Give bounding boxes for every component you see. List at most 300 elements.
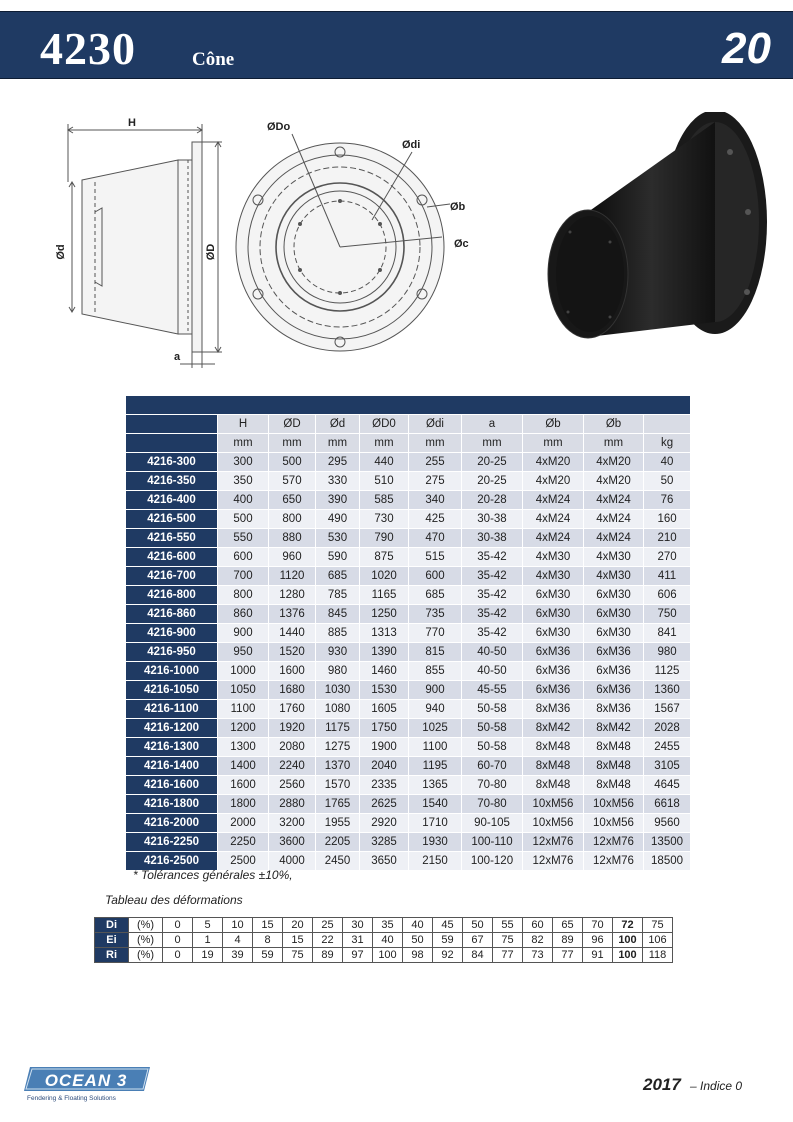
value-cell: 8xM42: [584, 719, 644, 738]
value-cell: 1540: [409, 795, 462, 814]
model-cell: 4216-1600: [126, 776, 218, 795]
deformation-value: 1: [193, 933, 223, 948]
value-cell: 6xM30: [523, 605, 584, 624]
value-cell: 20-25: [462, 453, 523, 472]
value-cell: 275: [409, 472, 462, 491]
value-cell: 1300: [218, 738, 269, 757]
value-cell: 50-58: [462, 719, 523, 738]
value-cell: 2000: [218, 814, 269, 833]
deformation-row: [95, 948, 673, 963]
value-cell: 1460: [360, 662, 409, 681]
column-header: H: [218, 415, 269, 434]
value-cell: 950: [218, 643, 269, 662]
value-cell: 650: [269, 491, 316, 510]
value-cell: 1275: [316, 738, 360, 757]
deformation-value: 19: [193, 948, 223, 963]
value-cell: 1765: [316, 795, 360, 814]
value-cell: 885: [316, 624, 360, 643]
model-cell: 4216-300: [126, 453, 218, 472]
column-header: a: [462, 415, 523, 434]
table-row: [126, 681, 691, 700]
deformation-value: 50: [403, 933, 433, 948]
logo-subtitle: Fendering & Floating Solutions: [27, 1095, 116, 1102]
value-cell: 2150: [409, 852, 462, 871]
value-cell: 875: [360, 548, 409, 567]
value-cell: 960: [269, 548, 316, 567]
value-cell: 9560: [644, 814, 691, 833]
value-cell: 4xM24: [584, 529, 644, 548]
deformation-value: 65: [553, 918, 583, 933]
value-cell: 3200: [269, 814, 316, 833]
value-cell: 50-58: [462, 700, 523, 719]
tolerance-note: * Tolérances générales ±10%,: [133, 868, 293, 882]
value-cell: 12xM76: [523, 852, 584, 871]
column-header: ØD0: [360, 415, 409, 434]
table-row: [126, 567, 691, 586]
value-cell: 1530: [360, 681, 409, 700]
table-row: [126, 453, 691, 472]
table-row: [126, 662, 691, 681]
value-cell: 76: [644, 491, 691, 510]
deformation-value: 20: [283, 918, 313, 933]
deformation-value: 0: [163, 948, 193, 963]
value-cell: 1200: [218, 719, 269, 738]
value-cell: 2028: [644, 719, 691, 738]
deformation-value: 73: [523, 948, 553, 963]
value-cell: 600: [409, 567, 462, 586]
value-cell: 685: [316, 567, 360, 586]
column-unit: kg: [644, 434, 691, 453]
value-cell: 6xM30: [523, 586, 584, 605]
value-cell: 8xM48: [523, 776, 584, 795]
value-cell: 515: [409, 548, 462, 567]
value-cell: 440: [360, 453, 409, 472]
value-cell: 4xM24: [584, 491, 644, 510]
value-cell: 6xM36: [584, 681, 644, 700]
value-cell: 1680: [269, 681, 316, 700]
deformation-row: [95, 918, 673, 933]
value-cell: 1365: [409, 776, 462, 795]
value-cell: 845: [316, 605, 360, 624]
deformation-value: 97: [343, 948, 373, 963]
column-header: Ød: [316, 415, 360, 434]
model-cell: 4216-860: [126, 605, 218, 624]
value-cell: 35-42: [462, 605, 523, 624]
deformation-label: Di: [95, 918, 129, 933]
table-row: [126, 624, 691, 643]
value-cell: 1920: [269, 719, 316, 738]
value-cell: 1370: [316, 757, 360, 776]
value-cell: 4000: [269, 852, 316, 871]
table-row: [126, 700, 691, 719]
column-header: Ødi: [409, 415, 462, 434]
column-unit: mm: [409, 434, 462, 453]
value-cell: 1600: [218, 776, 269, 795]
value-cell: 1600: [269, 662, 316, 681]
front-view-drawing: [232, 112, 482, 362]
value-cell: 530: [316, 529, 360, 548]
label-c: Øc: [454, 238, 469, 250]
value-cell: 2920: [360, 814, 409, 833]
value-cell: 30-38: [462, 529, 523, 548]
value-cell: 4xM30: [523, 567, 584, 586]
deformation-value: 22: [313, 933, 343, 948]
value-cell: 12xM76: [584, 852, 644, 871]
value-cell: 1025: [409, 719, 462, 738]
column-unit: mm: [523, 434, 584, 453]
value-cell: 100-120: [462, 852, 523, 871]
table-row: [126, 605, 691, 624]
deformation-label: Ri: [95, 948, 129, 963]
value-cell: 2450: [316, 852, 360, 871]
value-cell: 930: [316, 643, 360, 662]
table-row: [126, 586, 691, 605]
column-header: Øb: [523, 415, 584, 434]
value-cell: 1605: [360, 700, 409, 719]
deformation-value: 10: [223, 918, 253, 933]
value-cell: 35-42: [462, 624, 523, 643]
deformation-row: [95, 933, 673, 948]
model-cell: 4216-350: [126, 472, 218, 491]
table-row: [126, 795, 691, 814]
value-cell: 940: [409, 700, 462, 719]
value-cell: 6618: [644, 795, 691, 814]
value-cell: 770: [409, 624, 462, 643]
deformation-value: 50: [463, 918, 493, 933]
value-cell: 1900: [360, 738, 409, 757]
value-cell: 10xM56: [523, 795, 584, 814]
value-cell: 800: [218, 586, 269, 605]
value-cell: 1570: [316, 776, 360, 795]
value-cell: 8xM48: [523, 738, 584, 757]
model-cell: 4216-1400: [126, 757, 218, 776]
model-cell: 4216-1200: [126, 719, 218, 738]
value-cell: 350: [218, 472, 269, 491]
value-cell: 70-80: [462, 795, 523, 814]
value-cell: 1120: [269, 567, 316, 586]
deformation-value: 84: [463, 948, 493, 963]
value-cell: 18500: [644, 852, 691, 871]
model-cell: 4216-700: [126, 567, 218, 586]
value-cell: 4xM20: [584, 453, 644, 472]
model-cell: 4216-1000: [126, 662, 218, 681]
value-cell: 2625: [360, 795, 409, 814]
value-cell: 6xM36: [523, 681, 584, 700]
table-title-bar: [126, 396, 691, 415]
value-cell: 1390: [360, 643, 409, 662]
value-cell: 30-38: [462, 510, 523, 529]
value-cell: 400: [218, 491, 269, 510]
value-cell: 10xM56: [584, 814, 644, 833]
value-cell: 785: [316, 586, 360, 605]
value-cell: 2880: [269, 795, 316, 814]
value-cell: 3105: [644, 757, 691, 776]
value-cell: 700: [218, 567, 269, 586]
value-cell: 4xM30: [584, 548, 644, 567]
value-cell: 35-42: [462, 548, 523, 567]
model-cell: 4216-2000: [126, 814, 218, 833]
value-cell: 2250: [218, 833, 269, 852]
model-cell: 4216-1050: [126, 681, 218, 700]
deformation-value: 5: [193, 918, 223, 933]
deformation-value: 75: [493, 933, 523, 948]
value-cell: 1710: [409, 814, 462, 833]
column-header: ØD: [269, 415, 316, 434]
deformation-value: 15: [283, 933, 313, 948]
value-cell: 1195: [409, 757, 462, 776]
deformation-value: 15: [253, 918, 283, 933]
deformation-value: 40: [373, 933, 403, 948]
deformation-value: 75: [283, 948, 313, 963]
model-cell: 4216-2250: [126, 833, 218, 852]
dimension-table: [125, 395, 691, 871]
table-row: [126, 776, 691, 795]
model-cell: 4216-900: [126, 624, 218, 643]
table-row: [126, 757, 691, 776]
value-cell: 20-28: [462, 491, 523, 510]
value-cell: 750: [644, 605, 691, 624]
value-cell: 900: [218, 624, 269, 643]
header-bar: [0, 11, 793, 79]
value-cell: 3650: [360, 852, 409, 871]
value-cell: 12xM76: [584, 833, 644, 852]
deformation-unit: (%): [129, 918, 163, 933]
value-cell: 1400: [218, 757, 269, 776]
value-cell: 6xM36: [584, 643, 644, 662]
value-cell: 730: [360, 510, 409, 529]
value-cell: 6xM30: [584, 624, 644, 643]
column-unit: mm: [218, 434, 269, 453]
table-row: [126, 643, 691, 662]
column-unit: mm: [584, 434, 644, 453]
deformation-unit: (%): [129, 933, 163, 948]
deformation-value: 118: [643, 948, 673, 963]
value-cell: 60-70: [462, 757, 523, 776]
table-row: [126, 719, 691, 738]
column-header: [644, 415, 691, 434]
deformation-value: 0: [163, 918, 193, 933]
value-cell: 1020: [360, 567, 409, 586]
value-cell: 210: [644, 529, 691, 548]
value-cell: 6xM30: [584, 586, 644, 605]
value-cell: 35-42: [462, 567, 523, 586]
deformation-value: 72: [613, 918, 643, 933]
value-cell: 411: [644, 567, 691, 586]
value-cell: 255: [409, 453, 462, 472]
deformation-value: 4: [223, 933, 253, 948]
value-cell: 2205: [316, 833, 360, 852]
deformation-value: 45: [433, 918, 463, 933]
table-row: [126, 814, 691, 833]
value-cell: 8xM48: [523, 757, 584, 776]
value-cell: 6xM36: [523, 662, 584, 681]
value-cell: 1800: [218, 795, 269, 814]
deformation-value: 98: [403, 948, 433, 963]
table-units-row: [126, 434, 691, 453]
value-cell: 8xM48: [584, 776, 644, 795]
deformation-value: 89: [313, 948, 343, 963]
deformation-value: 106: [643, 933, 673, 948]
product-name: Cône: [192, 49, 235, 70]
model-cell: 4216-2500: [126, 852, 218, 871]
value-cell: 8xM48: [584, 738, 644, 757]
deformation-value: 100: [613, 948, 643, 963]
model-cell: 4216-600: [126, 548, 218, 567]
deformation-value: 100: [373, 948, 403, 963]
deformation-value: 91: [583, 948, 613, 963]
model-cell: 4216-1100: [126, 700, 218, 719]
deformation-value: 75: [643, 918, 673, 933]
deformation-value: 77: [493, 948, 523, 963]
table-header-row: [126, 415, 691, 434]
value-cell: 500: [269, 453, 316, 472]
value-cell: 980: [644, 643, 691, 662]
value-cell: 270: [644, 548, 691, 567]
value-cell: 1175: [316, 719, 360, 738]
value-cell: 295: [316, 453, 360, 472]
value-cell: 40-50: [462, 643, 523, 662]
value-cell: 1313: [360, 624, 409, 643]
value-cell: 1376: [269, 605, 316, 624]
value-cell: 2335: [360, 776, 409, 795]
deformation-value: 82: [523, 933, 553, 948]
deformation-value: 59: [433, 933, 463, 948]
model-cell: 4216-500: [126, 510, 218, 529]
value-cell: 841: [644, 624, 691, 643]
model-cell: 4216-950: [126, 643, 218, 662]
column-unit: mm: [316, 434, 360, 453]
value-cell: 800: [269, 510, 316, 529]
deformation-value: 8: [253, 933, 283, 948]
value-cell: 606: [644, 586, 691, 605]
column-unit: mm: [269, 434, 316, 453]
deformation-value: 77: [553, 948, 583, 963]
value-cell: 4xM20: [584, 472, 644, 491]
deformation-value: 70: [583, 918, 613, 933]
deformation-value: 55: [493, 918, 523, 933]
value-cell: 3600: [269, 833, 316, 852]
label-a: a: [174, 351, 181, 363]
deformation-value: 25: [313, 918, 343, 933]
value-cell: 13500: [644, 833, 691, 852]
value-cell: 1030: [316, 681, 360, 700]
value-cell: 490: [316, 510, 360, 529]
value-cell: 1930: [409, 833, 462, 852]
deformation-value: 92: [433, 948, 463, 963]
value-cell: 550: [218, 529, 269, 548]
deformation-value: 40: [403, 918, 433, 933]
value-cell: 8xM36: [584, 700, 644, 719]
value-cell: 4xM24: [523, 491, 584, 510]
value-cell: 590: [316, 548, 360, 567]
model-cell: 4216-800: [126, 586, 218, 605]
value-cell: 4xM24: [523, 510, 584, 529]
model-cell: 4216-1300: [126, 738, 218, 757]
table-row: [126, 491, 691, 510]
value-cell: 500: [218, 510, 269, 529]
column-unit: mm: [462, 434, 523, 453]
cone-3d-image: [540, 112, 780, 342]
value-cell: 10xM56: [584, 795, 644, 814]
deformation-value: 100: [613, 933, 643, 948]
value-cell: 1250: [360, 605, 409, 624]
value-cell: 425: [409, 510, 462, 529]
value-cell: 45-55: [462, 681, 523, 700]
value-cell: 100-110: [462, 833, 523, 852]
deformation-unit: (%): [129, 948, 163, 963]
value-cell: 1360: [644, 681, 691, 700]
value-cell: 40-50: [462, 662, 523, 681]
value-cell: 10xM56: [523, 814, 584, 833]
deformation-value: 67: [463, 933, 493, 948]
model-cell: 4216-550: [126, 529, 218, 548]
value-cell: 600: [218, 548, 269, 567]
value-cell: 50-58: [462, 738, 523, 757]
value-cell: 6xM36: [523, 643, 584, 662]
table-row: [126, 548, 691, 567]
footer-year: 2017: [643, 1075, 681, 1094]
value-cell: 4xM20: [523, 453, 584, 472]
deformation-value: 59: [253, 948, 283, 963]
label-b: Øb: [450, 201, 466, 213]
value-cell: 160: [644, 510, 691, 529]
value-cell: 1080: [316, 700, 360, 719]
page-number: 20: [722, 24, 771, 73]
value-cell: 510: [360, 472, 409, 491]
table-row: [126, 510, 691, 529]
value-cell: 1440: [269, 624, 316, 643]
value-cell: 815: [409, 643, 462, 662]
value-cell: 1000: [218, 662, 269, 681]
value-cell: 6xM30: [523, 624, 584, 643]
deformation-value: 60: [523, 918, 553, 933]
value-cell: 585: [360, 491, 409, 510]
footer-index: – Indice 0: [690, 1079, 743, 1093]
value-cell: 330: [316, 472, 360, 491]
deformation-table: [94, 917, 673, 963]
value-cell: 4xM30: [523, 548, 584, 567]
deformation-value: 39: [223, 948, 253, 963]
deformation-value: 89: [553, 933, 583, 948]
value-cell: 1750: [360, 719, 409, 738]
value-cell: 2040: [360, 757, 409, 776]
value-cell: 8xM42: [523, 719, 584, 738]
value-cell: 860: [218, 605, 269, 624]
value-cell: 40: [644, 453, 691, 472]
deformation-value: 31: [343, 933, 373, 948]
value-cell: 4xM24: [584, 510, 644, 529]
value-cell: 1955: [316, 814, 360, 833]
deformation-value: 35: [373, 918, 403, 933]
value-cell: 900: [409, 681, 462, 700]
value-cell: 980: [316, 662, 360, 681]
deformation-value: 0: [163, 933, 193, 948]
value-cell: 4xM20: [523, 472, 584, 491]
value-cell: 1050: [218, 681, 269, 700]
value-cell: 8xM36: [523, 700, 584, 719]
value-cell: 12xM76: [523, 833, 584, 852]
value-cell: 90-105: [462, 814, 523, 833]
value-cell: 1567: [644, 700, 691, 719]
deformation-value: 30: [343, 918, 373, 933]
value-cell: 3285: [360, 833, 409, 852]
column-header: Øb: [584, 415, 644, 434]
ocean3-logo: [22, 1065, 157, 1103]
value-cell: 8xM48: [584, 757, 644, 776]
value-cell: 1280: [269, 586, 316, 605]
label-d-small: Ød: [55, 244, 67, 260]
side-view-drawing: [40, 112, 230, 374]
